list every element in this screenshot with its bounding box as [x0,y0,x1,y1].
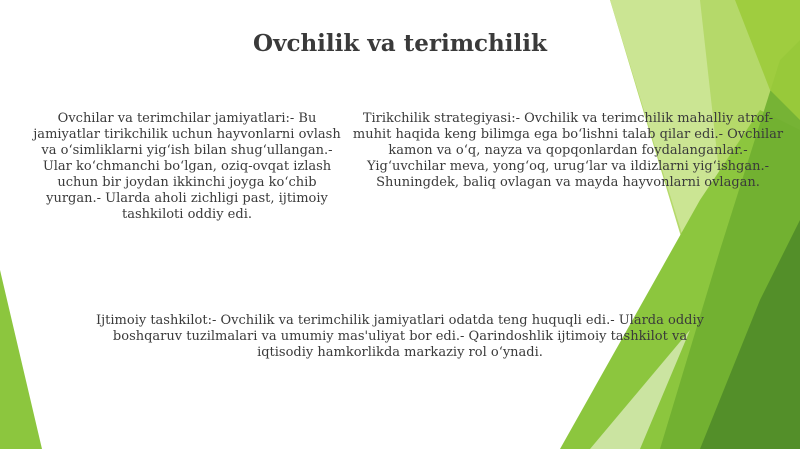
slide-title: Ovchilik va terimchilik [253,30,547,57]
hunters-gatherers-text: Ovchilar va terimchilar jamiyatlari:- Bu jamiyatlar tirikchilik uchun hayvonlarni ovlash va o‘simliklarni yig‘ish bilan shug‘ullangan.- Ular ko‘chmanchi bo‘lgan, oziq-ovqat izlash uchun bir joydan ikkinchi joyga ko‘chib yurgan.- Ularda aholi zichligi past, ijtimoiy tashkiloti oddiy edi. [33,111,341,222]
subsistence-strategy-text: Tirikchilik strategiyasi:- Ovchilik va terimchilik mahalliy atrof-muhit haqida keng bilimga ega bo‘lishni talab qilar edi.- Ovchilar kamon va o‘q, nayza va qopqonlardan foydalanganlar.- Yig‘uvchilar meva, yong‘oq, urug‘lar va ildizlarni yig‘ishgan.- Shuningdek, baliq ovlagan va mayda hayvonlarni ovlagan. [352,111,784,190]
left-wedge-shape [0,270,42,449]
social-organization-text: Ijtimoiy tashkilot:- Ovchilik va terimchilik jamiyatlari odatda teng huquqli edi.- Ularda oddiy boshqaruv tuzilmalari va umumiy mas'uliyat bor edi.- Qarindoshlik ijtimoiy tashkilot va iqtisodiy hamkorlikda markaziy rol o‘ynadi. [96,313,704,360]
